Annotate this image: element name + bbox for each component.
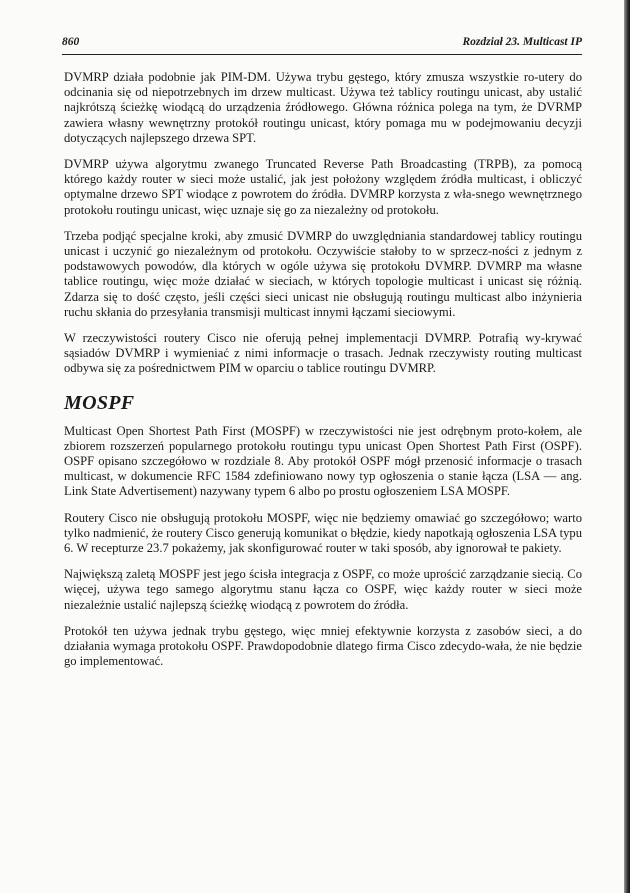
running-header xyxy=(62,36,582,54)
page-body xyxy=(64,70,582,681)
paragraph-mospf-advantage: Największą zaletą MOSPF jest jego ścisła integracja z OSPF, co może uprościć zarządzanie siecią. Co więcej, używa tego samego algorytmu stanu łącza co OSPF, więc każdy router w sieci może niezależnie ustalić najlepszą ścieżkę wiodącą z powrotem do źródła. xyxy=(64,567,582,612)
page-number: 860 xyxy=(62,36,80,48)
paragraph-mospf-drawback: Protokół ten używa jednak trybu gęstego, więc mniej efektywnie korzysta z zasobów sieci, a do działania wymaga protokołu OSPF. Prawdopodobnie dlatego firma Cisco zdecydo-wała, że nie będzie go implementować. xyxy=(64,623,582,669)
paragraph-dvmrp-unicast: Trzeba podjąć specjalne kroki, aby zmusić DVMRP do uwzględniania standardowej tablicy routingu unicast i uczynić go niezależnym od protokołu. Oczywiście stałoby to w sprzecz-ności z jednym z podstawowych powodów, dla których w ogóle używa się protokołu DVMRP. DVMRP ma własne tablice routingu, więc może działać w sieciach, w których topologie multicast i unicast się różnią. Zdarza się to dość często, jeśli części sieci unicast nie obsługują routingu multicast albo inżynieria ruchu skłania do przesyłania transmisji multicast innymi łączami sieciowymi. xyxy=(64,228,582,319)
paragraph-mospf-cisco: Routery Cisco nie obsługują protokołu MOSPF, więc nie będziemy omawiać go szczegółowo; warto tylko nadmienić, że routery Cisco generują komunikat o błędzie, kiedy napotkają ogłoszenia LSA typu 6. W recepturze 23.7 pokażemy, jak skonfigurować router w taki sposób, aby ignorował te pakiety. xyxy=(64,510,582,556)
page-spine-shadow xyxy=(624,0,630,893)
paragraph-dvmrp-cisco: W rzeczywistości routery Cisco nie oferują pełnej implementacji DVMRP. Potrafią wy-krywać sąsiadów DVMRP i wymieniać z nimi informacje o trasach. Jednak rzeczywisty routing multicast odbywa się za pośrednictwem PIM w oparciu o tablice routingu DVMRP. xyxy=(64,331,582,376)
paragraph-dvmrp-trpb: DVMRP używa algorytmu zwanego Truncated Reverse Path Broadcasting (TRPB), za pomocą którego każdy router w sieci może ustalić, jak jest położony względem źródła multicast, i obliczyć optymalne drzewo SPT wiodące z powrotem do źródła. DVMRP korzysta z wła-snego wewnętrznego protokołu routingu unicast, więc uznaje się go za niezależny od protokołu. xyxy=(64,157,582,217)
chapter-title: Rozdział 23. Multicast IP xyxy=(462,36,582,48)
header-rule xyxy=(62,54,582,55)
paragraph-dvmrp-intro: DVMRP działa podobnie jak PIM-DM. Używa trybu gęstego, który zmusza wszystkie ro-utery do odcinania się od niepotrzebnych im drzew multicast. Używa też tablicy routingu unicast, aby ustalić najkrótszą ścieżkę wiodącą do urządzenia źródłowego. Główna różnica polega na tym, że DVRMP zawiera własny wewnętrzny protokół routingu unicast, który pomaga mu w podejmowaniu decyzji dotyczących najlepszego drzewa SPT. xyxy=(64,70,582,145)
section-heading-mospf: MOSPF xyxy=(64,391,135,414)
paragraph-mospf-intro: Multicast Open Shortest Path First (MOSPF) w rzeczywistości nie jest odrębnym proto-kołem, ale zbiorem rozszerzeń popularnego protokołu routingu typu unicast Open Shortest Path First (OSPF). OSPF opisano szczegółowo w rozdziale 8. Aby protokół OSPF mógł przenosić informacje o trasach multicast, w dokumencie RFC 1584 zdefiniowano nowy typ ogłoszenia o stanie łącza (LSA — ang. Link State Advertisement) nazywany typem 6 albo po prostu ogłoszeniem LSA MOSPF. xyxy=(64,423,582,499)
